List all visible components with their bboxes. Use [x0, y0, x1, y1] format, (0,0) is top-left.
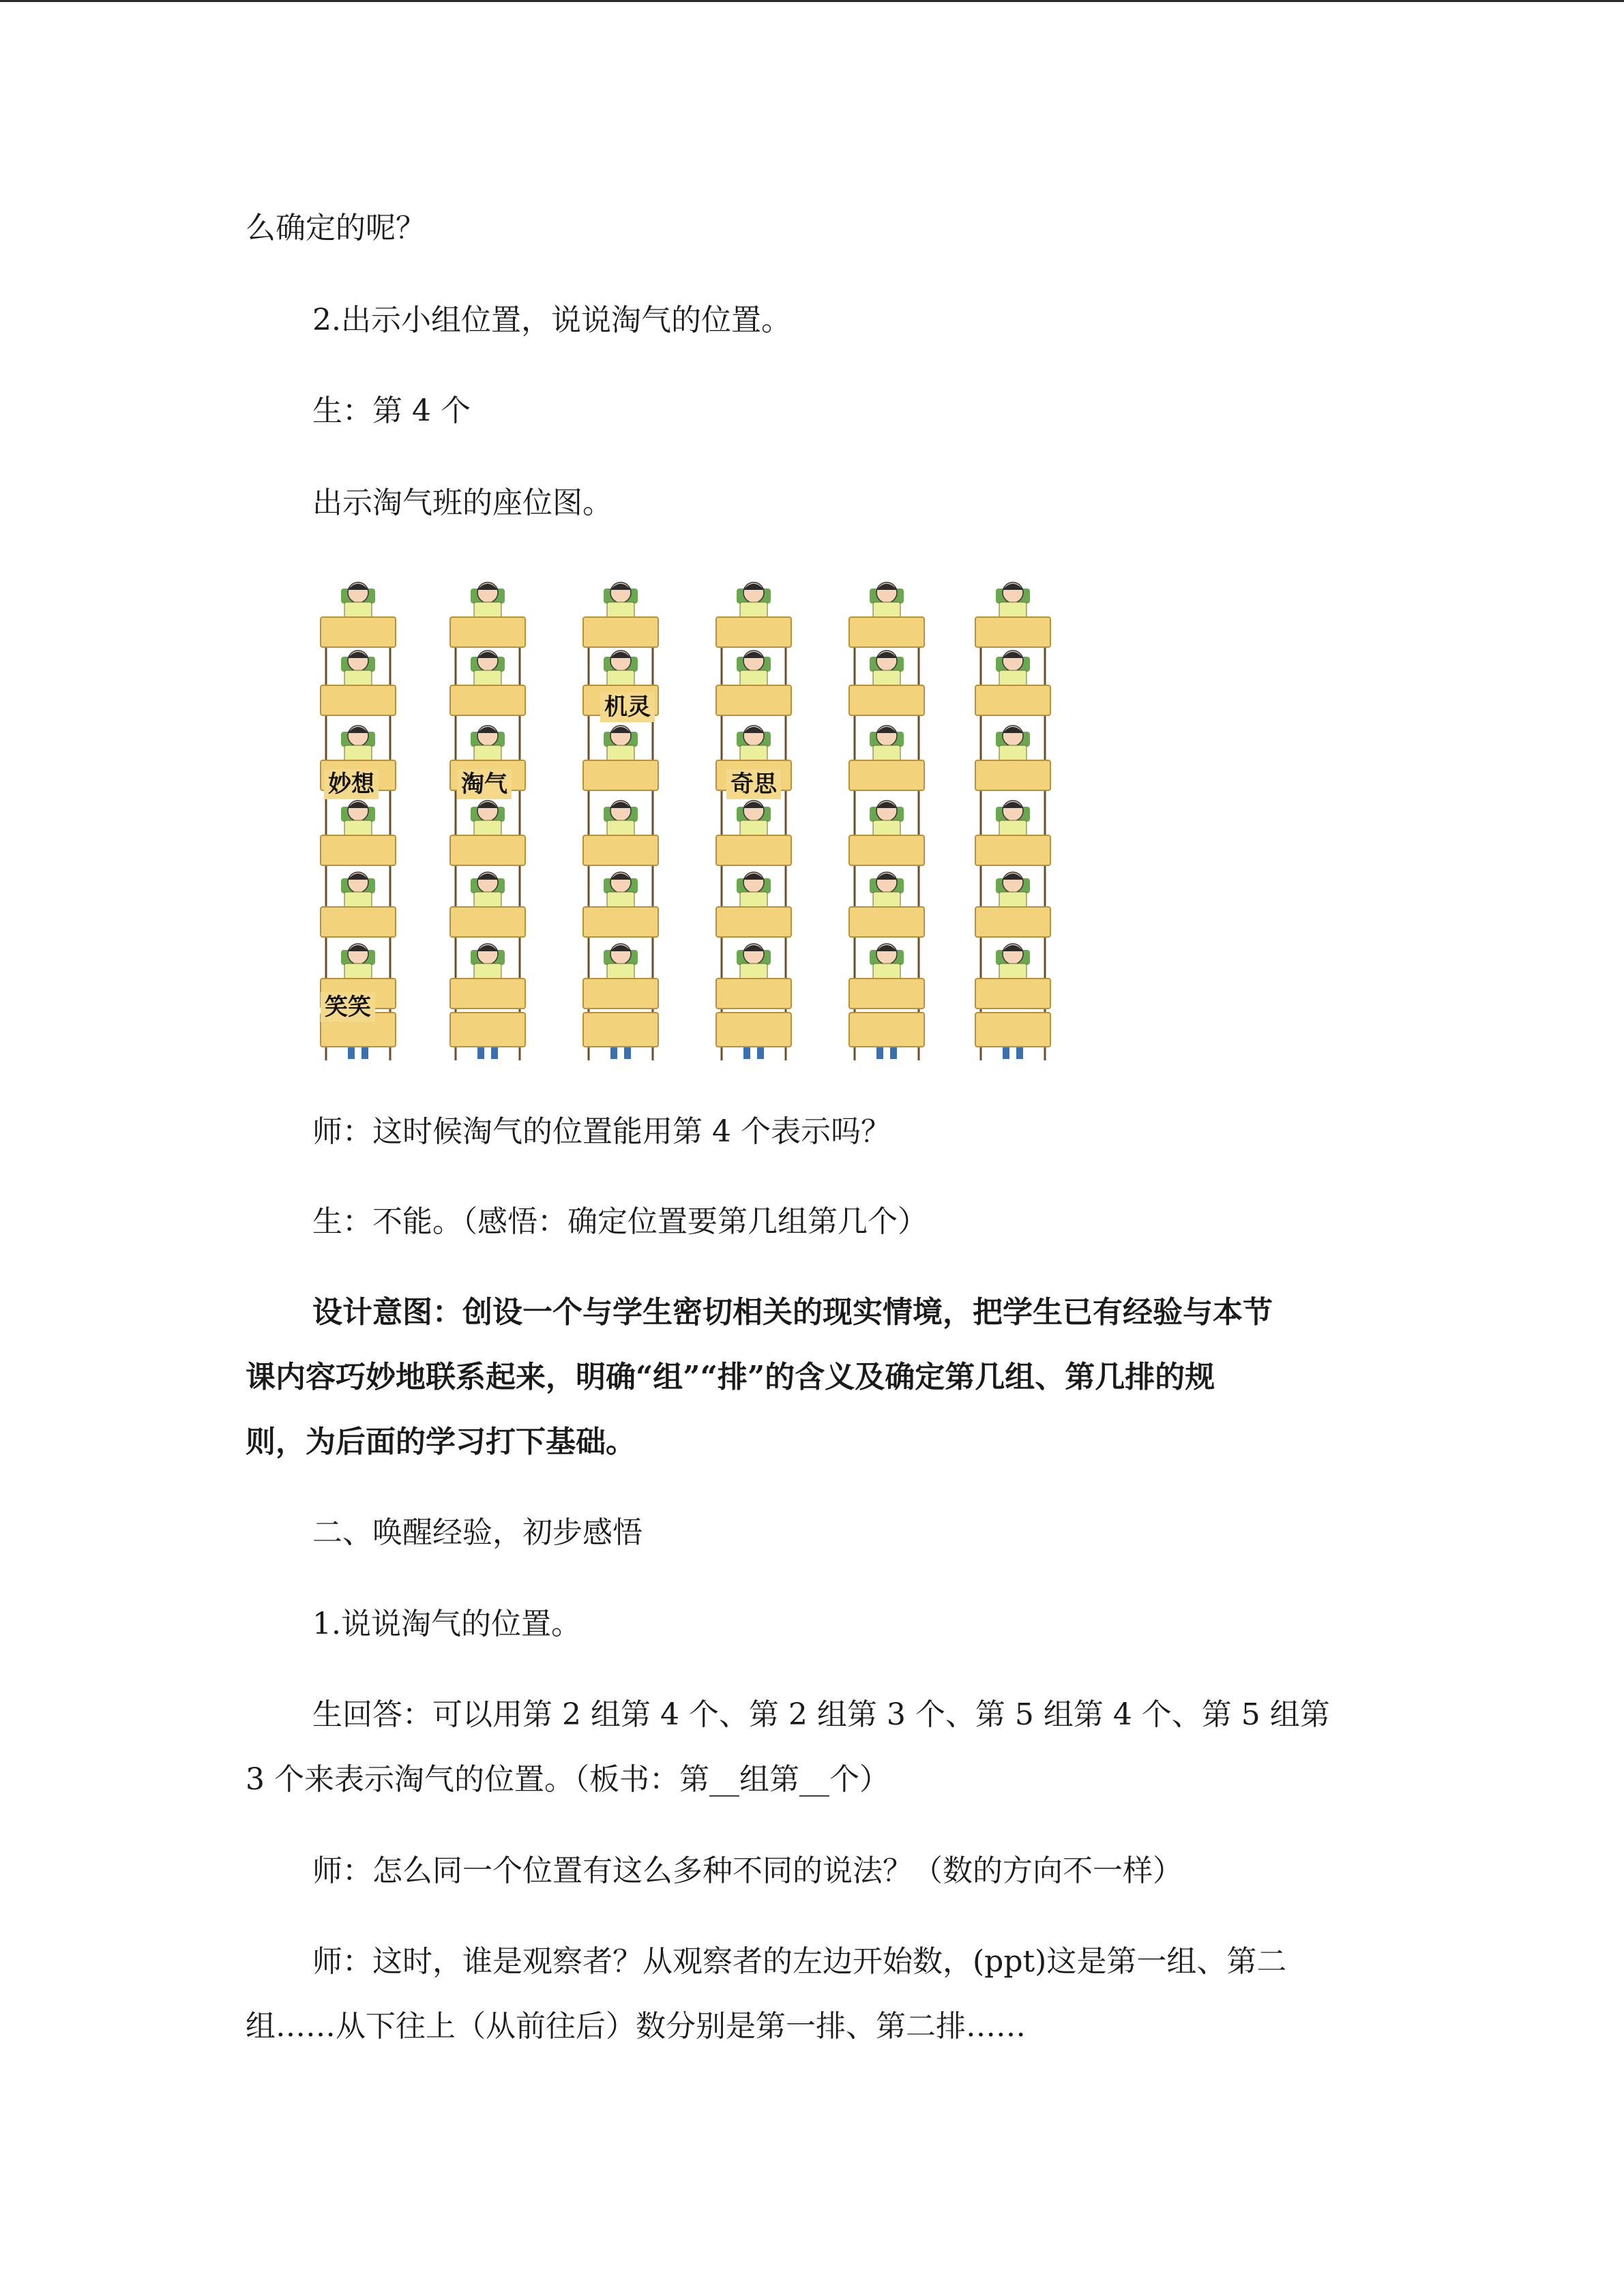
desk [849, 617, 924, 647]
desk [450, 979, 525, 1009]
design-intent-line: 课内容巧妙地联系起来，明确“组”“排”的含义及确定第几组、第几排的规 [246, 1360, 1215, 1395]
label-taoqi: 淘气 [457, 769, 512, 799]
desk [450, 835, 525, 865]
top-border [0, 0, 1624, 2]
desk [450, 1013, 525, 1047]
student-book [740, 602, 767, 618]
text-line: 出示淘气班的座位图。 [312, 486, 612, 520]
desk [583, 835, 658, 865]
student-book [607, 892, 634, 908]
student-leg [1016, 1047, 1023, 1059]
student-book [999, 892, 1027, 908]
desk [321, 685, 396, 715]
desk [975, 1013, 1050, 1047]
student-book [740, 820, 767, 837]
student-book [607, 670, 634, 687]
student-leg [743, 1047, 750, 1059]
desk [716, 979, 791, 1009]
seating-chart-illustration [314, 569, 1064, 1067]
desk [975, 907, 1050, 937]
text-line: 3 个来表示淘气的位置。（板书：第__组第__个） [246, 1762, 889, 1797]
label-xiaoxiao: 笑笑 [321, 992, 375, 1022]
text-line: 生：第 4 个 [312, 393, 471, 428]
desk [583, 617, 658, 647]
label-qisi: 奇思 [726, 769, 781, 799]
student-book [344, 670, 372, 687]
desk [975, 617, 1050, 647]
desk [975, 835, 1050, 865]
student-book [999, 670, 1027, 687]
design-intent-line: 设计意图：创设一个与学生密切相关的现实情境，把学生已有经验与本节 [312, 1295, 1273, 1330]
student-leg [348, 1047, 355, 1059]
text-line: 师：这时，谁是观察者？从观察者的左边开始数，(ppt)这是第一组、第二 [312, 1944, 1287, 1979]
label-miaoxiang: 妙想 [324, 769, 379, 799]
text-line: 师：怎么同一个位置有这么多种不同的说法？（数的方向不一样） [312, 1853, 1183, 1888]
student-book [740, 964, 767, 980]
desk [321, 617, 396, 647]
student-book [344, 892, 372, 908]
desk [583, 979, 658, 1009]
desk [450, 907, 525, 937]
student-book [999, 745, 1027, 762]
student-book [607, 820, 634, 837]
text-line: 组……从下往上（从前往后）数分别是第一排、第二排…… [246, 2009, 1026, 2044]
desk [975, 979, 1050, 1009]
student-book [740, 745, 767, 762]
student-book [607, 745, 634, 762]
desk [975, 760, 1050, 790]
desk [716, 685, 791, 715]
section-heading: 二、唤醒经验，初步感悟 [312, 1515, 643, 1550]
student-book [873, 602, 900, 618]
student-book [344, 602, 372, 618]
desk [716, 907, 791, 937]
student-leg [890, 1047, 897, 1059]
text-line: 1.说说淘气的位置。 [312, 1607, 581, 1641]
student-leg [624, 1047, 631, 1059]
student-book [873, 745, 900, 762]
desk [716, 1013, 791, 1047]
student-leg [361, 1047, 368, 1059]
text-line: 2.出示小组位置，说说淘气的位置。 [312, 303, 791, 338]
text-line: 生回答：可以用第 2 组第 4 个、第 2 组第 3 个、第 5 组第 4 个、第 5 组第 [312, 1697, 1330, 1732]
student-book [474, 670, 501, 687]
desk [849, 979, 924, 1009]
student-book [873, 670, 900, 687]
desk [450, 685, 525, 715]
student-book [740, 892, 767, 908]
student-leg [610, 1047, 617, 1059]
desk [583, 907, 658, 937]
desk [849, 685, 924, 715]
student-book [999, 964, 1027, 980]
student-book [344, 820, 372, 837]
student-book [607, 964, 634, 980]
student-leg [1003, 1047, 1009, 1059]
desk [716, 617, 791, 647]
student-book [873, 892, 900, 908]
desk [975, 685, 1050, 715]
desk [716, 835, 791, 865]
student-book [740, 670, 767, 687]
text-line: 么确定的呢？ [246, 211, 426, 245]
student-book [474, 602, 501, 618]
seating-drawing [314, 569, 1064, 1067]
desk [849, 1013, 924, 1047]
desk [849, 760, 924, 790]
desk [849, 835, 924, 865]
text-line: 生：不能。（感悟：确定位置要第几组第几个） [312, 1204, 928, 1239]
student-book [873, 964, 900, 980]
student-leg [757, 1047, 764, 1059]
student-book [344, 745, 372, 762]
desk [450, 617, 525, 647]
label-jiling: 机灵 [600, 692, 655, 722]
student-book [474, 820, 501, 837]
student-leg [876, 1047, 883, 1059]
student-book [999, 602, 1027, 618]
student-book [474, 892, 501, 908]
design-intent-line: 则，为后面的学习打下基础。 [246, 1425, 636, 1459]
student-book [474, 964, 501, 980]
student-book [999, 820, 1027, 837]
student-book [474, 745, 501, 762]
desk [849, 907, 924, 937]
desk [583, 1013, 658, 1047]
student-leg [477, 1047, 484, 1059]
desk [321, 907, 396, 937]
desk [583, 760, 658, 790]
student-book [873, 820, 900, 837]
student-book [344, 964, 372, 980]
student-leg [491, 1047, 498, 1059]
desk [321, 835, 396, 865]
text-line: 师：这时候淘气的位置能用第 4 个表示吗？ [312, 1114, 891, 1149]
student-book [607, 602, 634, 618]
